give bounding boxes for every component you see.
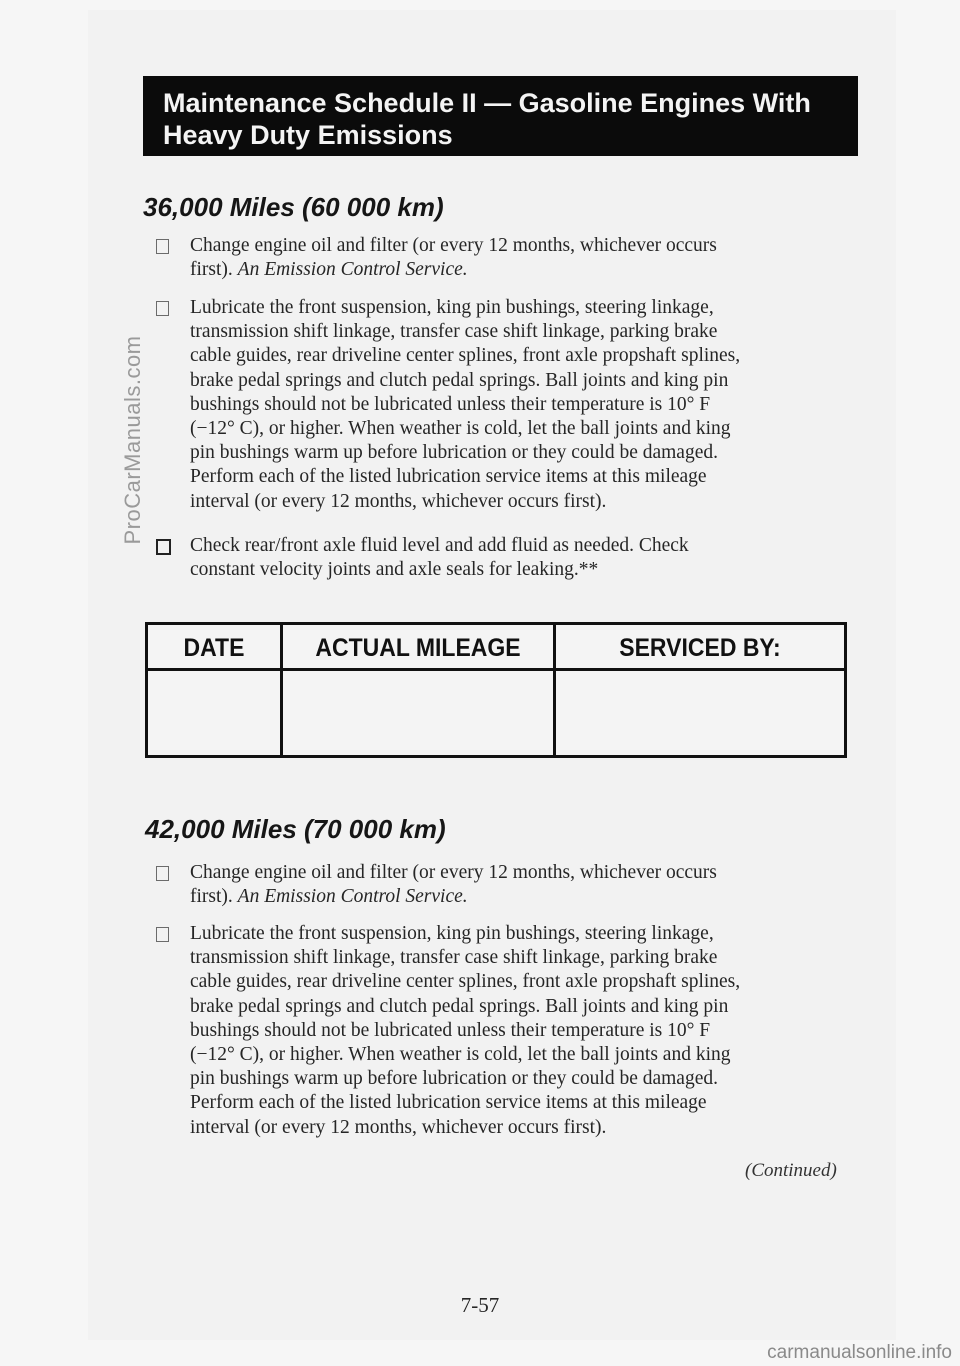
- column-header-date: DATE: [183, 634, 245, 662]
- item-line: first).: [190, 886, 238, 908]
- service-log-table: [145, 622, 847, 758]
- emission-service-note: An Emission Control Service.: [237, 259, 468, 281]
- item-line: Lubricate the front suspension, king pin bushings, steering linkage,: [190, 297, 714, 318]
- item-line: Change engine oil and filter (or every 12 months, whichever occurs: [190, 862, 717, 883]
- item-line: Perform each of the listed lubrication service items at this mileage: [190, 466, 707, 488]
- item-line: constant velocity joints and axle seals for leaking.**: [190, 559, 599, 581]
- checkbox-icon[interactable]: [156, 866, 169, 881]
- bottom-watermark: carmanualsonline.info: [767, 1342, 952, 1363]
- checkbox-icon[interactable]: [156, 301, 169, 316]
- serviced-by-entry-cell[interactable]: [556, 671, 844, 755]
- schedule-title-line-1: Maintenance Schedule II — Gasoline Engines With: [163, 88, 811, 118]
- item-line: pin bushings warm up before lubrication or they could be damaged.: [190, 1068, 718, 1090]
- item-line: Perform each of the listed lubrication service items at this mileage: [190, 1092, 707, 1114]
- item-line: (−12° C), or higher. When weather is cold, let the ball joints and king: [190, 418, 731, 440]
- checklist-item: [156, 234, 856, 282]
- side-watermark: ProCarManuals.com: [120, 335, 145, 545]
- checkbox-icon[interactable]: [156, 539, 171, 555]
- section-heading-36000: 36,000 Miles (60 000 km): [143, 192, 444, 222]
- item-line: bushings should not be lubricated unless their temperature is 10° F: [190, 393, 711, 415]
- item-line: Lubricate the front suspension, king pin bushings, steering linkage,: [190, 923, 714, 944]
- item-line: brake pedal springs and clutch pedal springs. Ball joints and king pin: [190, 995, 729, 1017]
- item-line: interval (or every 12 months, whichever occurs first).: [190, 1116, 607, 1138]
- continued-note: (Continued): [745, 1160, 837, 1181]
- item-line: transmission shift linkage, transfer case shift linkage, parking brake: [190, 321, 718, 343]
- emission-service-note: An Emission Control Service.: [237, 886, 468, 908]
- section-heading-42000: 42,000 Miles (70 000 km): [145, 814, 446, 844]
- item-line: brake pedal springs and clutch pedal springs. Ball joints and king pin: [190, 369, 729, 391]
- checkbox-icon[interactable]: [156, 239, 169, 254]
- mileage-entry-cell[interactable]: [283, 671, 553, 755]
- date-entry-cell[interactable]: [148, 671, 280, 755]
- item-line: interval (or every 12 months, whichever occurs first).: [190, 490, 607, 512]
- item-line: Check rear/front axle fluid level and add fluid as needed. Check: [190, 535, 689, 556]
- item-line: (−12° C), or higher. When weather is cold, let the ball joints and king: [190, 1044, 731, 1066]
- page-number: 7-57: [460, 1293, 500, 1317]
- item-line: first).: [190, 259, 238, 281]
- schedule-title-line-2: Heavy Duty Emissions: [163, 120, 453, 150]
- checklist-item: [156, 922, 856, 1140]
- checklist-item: [156, 534, 856, 582]
- schedule-title-banner: [143, 76, 858, 156]
- item-line: Change engine oil and filter (or every 12 months, whichever occurs: [190, 235, 717, 256]
- checkbox-icon[interactable]: [156, 927, 169, 942]
- item-line: bushings should not be lubricated unless their temperature is 10° F: [190, 1019, 711, 1041]
- column-header-actual-mileage: ACTUAL MILEAGE: [315, 634, 521, 662]
- item-line: cable guides, rear driveline center splines, front axle propshaft splines,: [190, 971, 741, 993]
- item-line: cable guides, rear driveline center splines, front axle propshaft splines,: [190, 345, 741, 367]
- item-line: pin bushings warm up before lubrication or they could be damaged.: [190, 442, 718, 464]
- column-header-serviced-by: SERVICED BY:: [619, 634, 781, 662]
- item-line: transmission shift linkage, transfer case shift linkage, parking brake: [190, 947, 718, 969]
- checklist-item: [156, 296, 856, 514]
- checklist-item: [156, 861, 856, 909]
